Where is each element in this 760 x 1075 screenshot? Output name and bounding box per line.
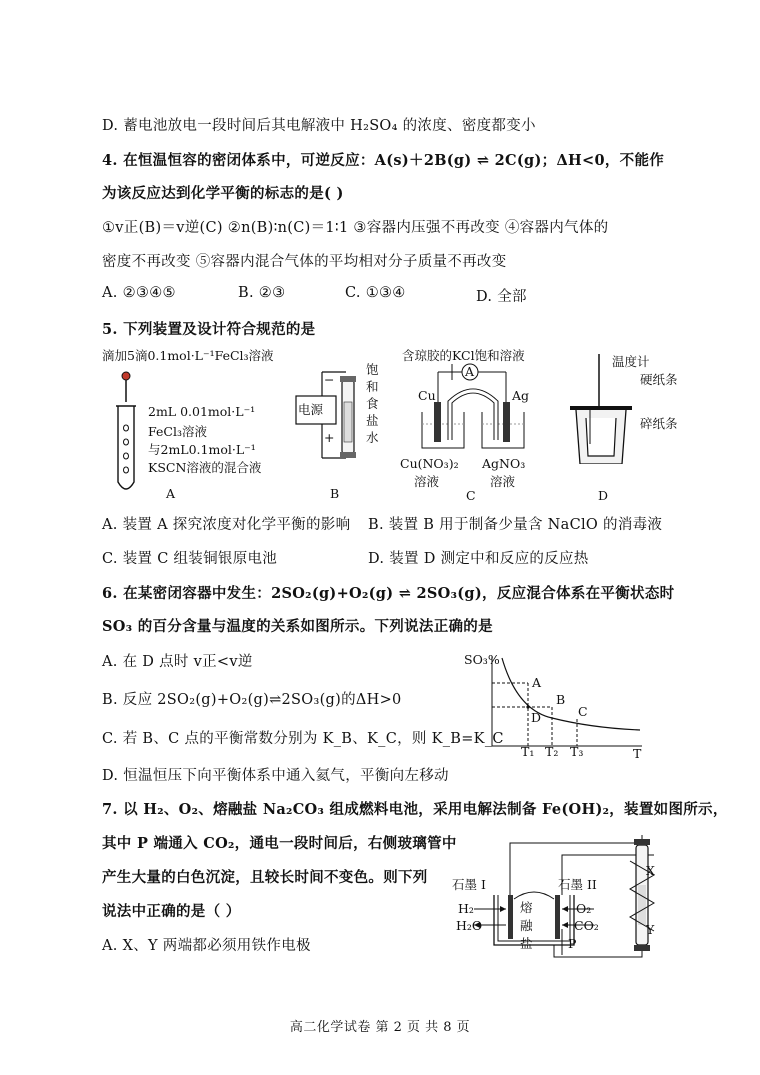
q7-stem-2: 其中 P 端通入 CO₂，通电一段时间后，右侧玻璃管中 bbox=[102, 835, 457, 852]
figure-a bbox=[102, 344, 302, 504]
graph-tick-t2: T₂ bbox=[545, 744, 559, 759]
figure-a-label-4: KSCN溶液的混合液 bbox=[148, 460, 262, 475]
figure-b bbox=[292, 360, 392, 510]
left-solution-label-2: 溶液 bbox=[414, 474, 440, 489]
o2-label: O₂ bbox=[576, 901, 592, 916]
q6-stem-2: SO₃ 的百分含量与温度的关系如图所示。下列说法正确的是 bbox=[102, 618, 493, 635]
q6-stem-1: 6. 在某密闭容器中发生：2SO₂(g)+O₂(g) ⇌ 2SO₃(g)，反应混合体系在平衡状态时 bbox=[102, 585, 675, 602]
page-footer: 高二化学试卷 第 2 页 共 8 页 bbox=[289, 1020, 471, 1035]
thermometer-label: 温度计 bbox=[612, 354, 650, 369]
figure-a-label-1: 2mL 0.01mol·L⁻¹ bbox=[148, 404, 256, 419]
q4-option-c: C. ①③④ bbox=[345, 285, 406, 301]
cu-label: Cu bbox=[418, 388, 436, 403]
q7-stem-1: 7. 以 H₂、O₂、熔融盐 Na₂CO₃ 组成燃料电池，采用电解法制备 Fe(OH)₂，装置如图所示， bbox=[102, 801, 728, 818]
figure-d-caption: D bbox=[598, 488, 609, 503]
graphite-2-label: 石墨 II bbox=[558, 877, 597, 892]
x-label: X bbox=[646, 863, 655, 878]
figure-b-caption: B bbox=[330, 486, 340, 501]
co2-label: CO₂ bbox=[574, 918, 599, 933]
left-solution-label-1: Cu(NO₃)₂ bbox=[400, 456, 459, 471]
figure-a-caption: A bbox=[166, 486, 176, 501]
p-label: P bbox=[568, 936, 577, 951]
meter-label: A bbox=[465, 364, 475, 379]
graph-tick-t3: T₃ bbox=[570, 744, 584, 759]
graphite-1-label: 石墨 I bbox=[452, 877, 486, 892]
molten-char-2: 融 bbox=[520, 918, 533, 933]
q7-stem-3: 产生大量的白色沉淀，且较长时间不变色。则下列 bbox=[102, 869, 428, 886]
galvanic-cell-icon bbox=[412, 362, 542, 462]
graph-point-a: A bbox=[532, 675, 542, 690]
brine-char-5: 水 bbox=[366, 430, 379, 445]
h2-label: H₂ bbox=[458, 901, 474, 916]
graph-x-label: T bbox=[633, 746, 642, 761]
figure-a-label-2: FeCl₃溶液 bbox=[148, 424, 207, 439]
q4-conditions-1: ①v正(B)＝v逆(C) ②n(B)∶n(C)＝1∶1 ③容器内压强不再改变 ④容器内气体的 bbox=[102, 220, 609, 236]
figure-a-top-label: 滴加5滴0.1mol·L⁻¹FeCl₃溶液 bbox=[102, 348, 274, 363]
q7-option-a: A. X、Y 两端都必须用铁作电极 bbox=[102, 938, 311, 954]
figure-d bbox=[566, 344, 716, 504]
fuel-cell-electrolysis-figure bbox=[454, 825, 674, 965]
q6-option-b: B. 反应 2SO₂(g)+O₂(g)⇌2SO₃(g)的ΔH>0 bbox=[102, 692, 402, 708]
graph-point-c: C bbox=[578, 704, 588, 719]
q4-option-d: D. 全部 bbox=[476, 289, 527, 305]
brine-char-1: 饱 bbox=[366, 362, 379, 377]
figure-c-caption: C bbox=[466, 488, 476, 503]
q6-option-a: A. 在 D 点时 v正<v逆 bbox=[102, 654, 253, 670]
power-label: 电源 bbox=[298, 402, 324, 417]
molten-char-1: 熔 bbox=[520, 900, 533, 915]
right-solution-label-2: 溶液 bbox=[490, 474, 516, 489]
right-solution-label-1: AgNO₃ bbox=[482, 456, 526, 471]
q5-stem: 5. 下列装置及设计符合规范的是 bbox=[102, 321, 316, 338]
q7-stem-4: 说法中正确的是（ ） bbox=[102, 903, 241, 920]
figure-c bbox=[400, 344, 550, 504]
q6-option-d: D. 恒温恒压下向平衡体系中通入氦气，平衡向左移动 bbox=[102, 768, 449, 784]
brine-char-3: 食 bbox=[366, 396, 379, 411]
q4-option-a: A. ②③④⑤ bbox=[102, 285, 176, 301]
cardboard-label: 硬纸条 bbox=[640, 372, 678, 387]
molten-char-3: 盐 bbox=[520, 936, 533, 951]
q4-stem-2: 为该反应达到化学平衡的标志的是( ) bbox=[102, 185, 344, 202]
y-label: Y bbox=[646, 922, 655, 937]
q5-option-a: A. 装置 A 探究浓度对化学平衡的影响 bbox=[102, 517, 351, 533]
h2o-label: H₂O bbox=[456, 918, 483, 933]
salt-bridge-label: 含琼胶的KCl饱和溶液 bbox=[402, 348, 525, 363]
brine-char-4: 盐 bbox=[366, 413, 379, 428]
q4-option-b: B. ②③ bbox=[238, 285, 286, 301]
q5-option-c: C. 装置 C 组装铜银原电池 bbox=[102, 551, 278, 567]
figure-a-label-3: 与2mL0.1mol·L⁻¹ bbox=[148, 442, 256, 457]
ag-label: Ag bbox=[512, 388, 530, 403]
graph-point-d: D bbox=[531, 710, 542, 725]
test-tube-icon bbox=[112, 370, 152, 500]
q3-option-d: D. 蓄电池放电一段时间后其电解液中 H₂SO₄ 的浓度、密度都变小 bbox=[102, 118, 536, 134]
graph-y-label: SO₃% bbox=[464, 652, 500, 667]
paper-scraps-label: 碎纸条 bbox=[640, 416, 678, 431]
brine-char-2: 和 bbox=[366, 379, 379, 394]
graph-tick-t1: T₁ bbox=[521, 744, 535, 759]
q5-option-b: B. 装置 B 用于制备少量含 NaClO 的消毒液 bbox=[368, 517, 663, 533]
q5-option-d: D. 装置 D 测定中和反应的反应热 bbox=[368, 551, 589, 567]
power-minus: − bbox=[324, 372, 335, 387]
equilibrium-curve bbox=[502, 658, 640, 730]
q6-option-c: C. 若 B、C 点的平衡常数分别为 K_B、K_C，则 K_B=K_C bbox=[102, 731, 504, 747]
graph-point-b: B bbox=[556, 692, 566, 707]
q4-stem-1: 4. 在恒温恒容的密闭体系中，可逆反应：A(s)＋2B(g) ⇌ 2C(g)；ΔH<0，不能作 bbox=[102, 152, 665, 169]
power-plus: + bbox=[324, 430, 335, 445]
q4-conditions-2: 密度不再改变 ⑤容器内混合气体的平均相对分子质量不再改变 bbox=[102, 254, 507, 270]
